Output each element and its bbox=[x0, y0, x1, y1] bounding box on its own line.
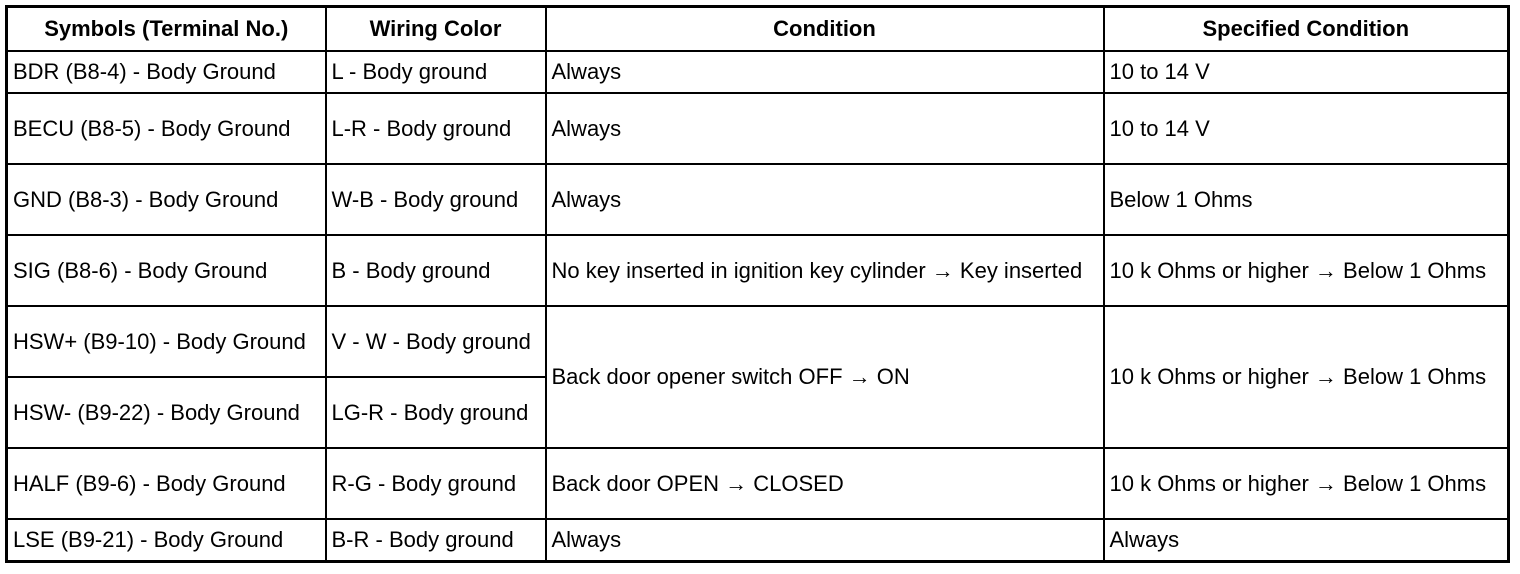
symbol-cell: LSE (B9-21) - Body Ground bbox=[7, 519, 326, 562]
specified-cell: Below 1 Ohms bbox=[1104, 164, 1509, 235]
wiring-cell: L-R - Body ground bbox=[326, 93, 546, 164]
specified-cell: 10 to 14 V bbox=[1104, 93, 1509, 164]
wiring-cell: B - Body ground bbox=[326, 235, 546, 306]
specified-cell: 10 to 14 V bbox=[1104, 51, 1509, 93]
wiring-cell: V - W - Body ground bbox=[326, 306, 546, 377]
symbol-cell: HALF (B9-6) - Body Ground bbox=[7, 448, 326, 519]
specified-cell: 10 k Ohms or higher → Below 1 Ohms bbox=[1104, 306, 1509, 448]
condition-cell: No key inserted in ignition key cylinder → Key inserted bbox=[546, 235, 1104, 306]
condition-cell: Back door opener switch OFF → ON bbox=[546, 306, 1104, 448]
symbol-cell: BECU (B8-5) - Body Ground bbox=[7, 93, 326, 164]
header-symbols: Symbols (Terminal No.) bbox=[7, 7, 326, 52]
header-specified-condition: Specified Condition bbox=[1104, 7, 1509, 52]
table-row bbox=[7, 93, 1509, 164]
symbol-cell: SIG (B8-6) - Body Ground bbox=[7, 235, 326, 306]
header-condition: Condition bbox=[546, 7, 1104, 52]
symbol-cell: GND (B8-3) - Body Ground bbox=[7, 164, 326, 235]
wiring-cell: W-B - Body ground bbox=[326, 164, 546, 235]
table-row bbox=[7, 306, 1509, 377]
condition-cell: Always bbox=[546, 51, 1104, 93]
specified-cell: 10 k Ohms or higher → Below 1 Ohms bbox=[1104, 235, 1509, 306]
table-row bbox=[7, 448, 1509, 519]
condition-cell: Always bbox=[546, 164, 1104, 235]
condition-cell: Back door OPEN → CLOSED bbox=[546, 448, 1104, 519]
wiring-cell: LG-R - Body ground bbox=[326, 377, 546, 448]
table-header bbox=[7, 7, 1509, 52]
header-wiring-color: Wiring Color bbox=[326, 7, 546, 52]
table-row bbox=[7, 51, 1509, 93]
table-body bbox=[7, 51, 1509, 562]
terminal-spec-table bbox=[5, 5, 1510, 563]
symbol-cell: BDR (B8-4) - Body Ground bbox=[7, 51, 326, 93]
wiring-cell: L - Body ground bbox=[326, 51, 546, 93]
condition-cell: Always bbox=[546, 93, 1104, 164]
symbol-cell: HSW- (B9-22) - Body Ground bbox=[7, 377, 326, 448]
symbol-cell: HSW+ (B9-10) - Body Ground bbox=[7, 306, 326, 377]
specified-cell: 10 k Ohms or higher → Below 1 Ohms bbox=[1104, 448, 1509, 519]
table-row bbox=[7, 519, 1509, 562]
wiring-cell: R-G - Body ground bbox=[326, 448, 546, 519]
table-row bbox=[7, 164, 1509, 235]
specified-cell: Always bbox=[1104, 519, 1509, 562]
header-row bbox=[7, 7, 1509, 52]
table-row bbox=[7, 235, 1509, 306]
condition-cell: Always bbox=[546, 519, 1104, 562]
wiring-cell: B-R - Body ground bbox=[326, 519, 546, 562]
